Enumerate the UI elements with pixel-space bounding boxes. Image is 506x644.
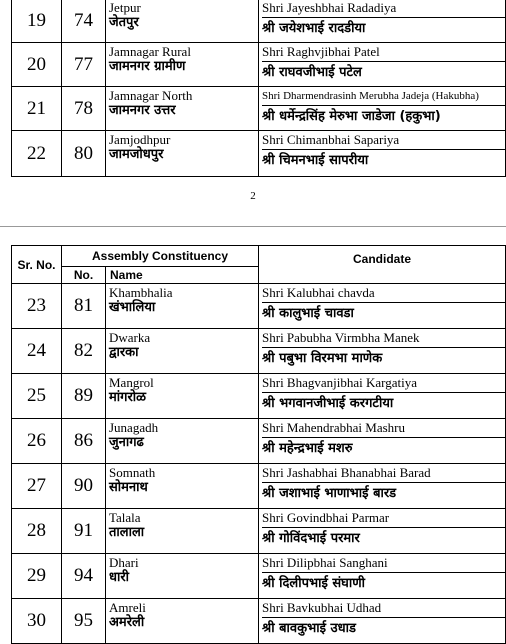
candidate-name-en: Shri Pabubha Virmbha Manek: [262, 329, 505, 348]
constituency-name-en: Somnath: [109, 465, 156, 480]
constituency-name-hi: जेतपुर: [109, 15, 139, 30]
constituency-name-cell: [106, 554, 259, 599]
header-no: No.: [62, 267, 106, 284]
header-name: Name: [106, 267, 259, 284]
constituency-no-cell: 91: [62, 509, 106, 554]
candidate-cell: [259, 554, 506, 599]
candidate-name-en: Shri Chimanbhai Sapariya: [262, 131, 505, 150]
candidate-name-en: Shri Govindbhai Parmar: [262, 509, 505, 528]
sr-no-cell: 20: [12, 43, 62, 87]
constituency-name-en: Jamnagar North: [109, 88, 193, 103]
candidate-name-hi: श्री राघवजीभाई पटेल: [262, 65, 362, 80]
header-sr-no: Sr. No.: [12, 246, 62, 284]
constituency-name-hi: अमरेली: [109, 615, 145, 630]
constituency-name-en: Jamnagar Rural: [109, 44, 191, 59]
constituency-name-en: Amreli: [109, 600, 146, 615]
constituency-name-cell: [106, 464, 259, 509]
constituency-name-hi: मांगरोळ: [109, 390, 147, 405]
constituency-name-cell: [106, 329, 259, 374]
constituency-no-cell: 89: [62, 374, 106, 419]
constituency-no-cell: 86: [62, 419, 106, 464]
candidate-table-bottom: [11, 245, 506, 644]
constituency-no-cell: 90: [62, 464, 106, 509]
sr-no-cell: 28: [12, 509, 62, 554]
candidate-name-en: Shri Jashabhai Bhanabhai Barad: [262, 464, 505, 483]
page-number: 2: [250, 190, 256, 202]
page-divider: [0, 226, 506, 227]
candidate-name-en: Shri Kalubhai chavda: [262, 284, 505, 303]
candidate-name-en: Shri Mahendrabhai Mashru: [262, 419, 505, 438]
constituency-no-cell: 80: [62, 131, 106, 177]
candidate-cell: [259, 464, 506, 509]
candidate-cell: [259, 131, 506, 177]
candidate-name-en: Shri Bavkubhai Udhad: [262, 599, 505, 618]
constituency-name-cell: [106, 43, 259, 87]
sr-no-cell: 25: [12, 374, 62, 419]
table-row: [12, 131, 506, 177]
sr-no-cell: 24: [12, 329, 62, 374]
candidate-name-hi: श्री धर्मेन्द्रसिंह मेरुभा जाडेजा (हकुभा): [262, 109, 441, 124]
table-row: [12, 554, 506, 599]
constituency-name-hi: द्वारका: [109, 345, 139, 360]
table-row: [12, 419, 506, 464]
candidate-name-hi: श्री महेन्द्रभाई मशरु: [262, 441, 353, 456]
constituency-name-hi: जुनागढ: [109, 435, 144, 450]
constituency-name-hi: तालाला: [109, 525, 145, 540]
constituency-name-cell: [106, 0, 259, 43]
candidate-name-en: Shri Dilipbhai Sanghani: [262, 554, 505, 573]
sr-no-cell: 27: [12, 464, 62, 509]
constituency-name-hi: जामनगर उत्तर: [109, 103, 176, 118]
candidate-name-en: Shri Bhagvanjibhai Kargatiya: [262, 374, 505, 393]
candidate-name-hi: श्री दिलीपभाई संघाणी: [262, 576, 365, 591]
candidate-cell: [259, 374, 506, 419]
constituency-name-en: Jetpur: [109, 0, 141, 15]
candidate-cell: [259, 509, 506, 554]
header-assembly-constituency: Assembly Constituency: [62, 246, 259, 267]
candidate-name-hi: श्री गोविंदभाई परमार: [262, 531, 360, 546]
candidate-cell: [259, 419, 506, 464]
constituency-name-cell: [106, 599, 259, 644]
sr-no-cell: 21: [12, 87, 62, 131]
sr-no-cell: 29: [12, 554, 62, 599]
constituency-name-en: Junagadh: [109, 420, 159, 435]
candidate-cell: [259, 284, 506, 329]
constituency-name-hi: जामनगर ग्रामीण: [109, 59, 186, 74]
constituency-no-cell: 82: [62, 329, 106, 374]
constituency-name-en: Talala: [109, 510, 141, 525]
candidate-name-hi: श्री बावकुभाई उधाड: [262, 621, 356, 636]
candidate-name-hi: श्री जयेशभाई रादडीया: [262, 21, 366, 36]
constituency-name-en: Jamjodhpur: [109, 132, 171, 147]
sr-no-cell: 30: [12, 599, 62, 644]
candidate-name-hi: श्री चिमनभाई सापरीया: [262, 153, 369, 168]
constituency-name-cell: [106, 419, 259, 464]
table-row: [12, 87, 506, 131]
table-row: [12, 329, 506, 374]
constituency-name-cell: [106, 87, 259, 131]
candidate-cell: [259, 0, 506, 43]
candidate-cell: [259, 329, 506, 374]
constituency-name-en: Dhari: [109, 555, 139, 570]
constituency-name-hi: धारी: [109, 570, 130, 585]
candidate-name-en: Shri Jayeshbhai Radadiya: [262, 0, 505, 18]
candidate-table-top: [11, 0, 506, 177]
candidate-name-hi: श्री जशाभाई भाणाभाई बारड: [262, 486, 397, 501]
sr-no-cell: 19: [12, 0, 62, 43]
constituency-name-hi: जामजोधपुर: [109, 147, 164, 162]
candidate-cell: [259, 87, 506, 131]
sr-no-cell: 26: [12, 419, 62, 464]
constituency-name-hi: सोमनाथ: [109, 480, 148, 495]
constituency-name-cell: [106, 509, 259, 554]
table-row: [12, 464, 506, 509]
constituency-no-cell: 95: [62, 599, 106, 644]
table-row: [12, 43, 506, 87]
sr-no-cell: 22: [12, 131, 62, 177]
candidate-name-en: Shri Raghvjibhai Patel: [262, 43, 505, 62]
constituency-no-cell: 81: [62, 284, 106, 329]
constituency-name-cell: [106, 284, 259, 329]
constituency-no-cell: 74: [62, 0, 106, 43]
header-candidate: Candidate: [259, 246, 506, 284]
table-row: [12, 0, 506, 43]
constituency-no-cell: 78: [62, 87, 106, 131]
constituency-name-cell: [106, 374, 259, 419]
constituency-name-en: Mangrol: [109, 375, 154, 390]
candidate-name-hi: श्री भगवानजीभाई करगटीया: [262, 396, 394, 411]
table-header-row: [12, 246, 506, 267]
candidate-name-hi: श्री कालुभाई चावडा: [262, 306, 354, 321]
table-row: [12, 509, 506, 554]
candidate-cell: [259, 599, 506, 644]
constituency-name-cell: [106, 131, 259, 177]
table-row: [12, 599, 506, 644]
constituency-name-en: Khambhalia: [109, 285, 173, 300]
table-row: [12, 374, 506, 419]
constituency-name-en: Dwarka: [109, 330, 151, 345]
candidate-name-hi: श्री पबुभा विरमभा माणेक: [262, 351, 383, 366]
candidate-name-en: Shri Dharmendrasinh Merubha Jadeja (Hakubha): [262, 87, 505, 106]
candidate-cell: [259, 43, 506, 87]
table-row: [12, 284, 506, 329]
constituency-no-cell: 77: [62, 43, 106, 87]
constituency-name-hi: खंभालिया: [109, 300, 156, 315]
sr-no-cell: 23: [12, 284, 62, 329]
constituency-no-cell: 94: [62, 554, 106, 599]
